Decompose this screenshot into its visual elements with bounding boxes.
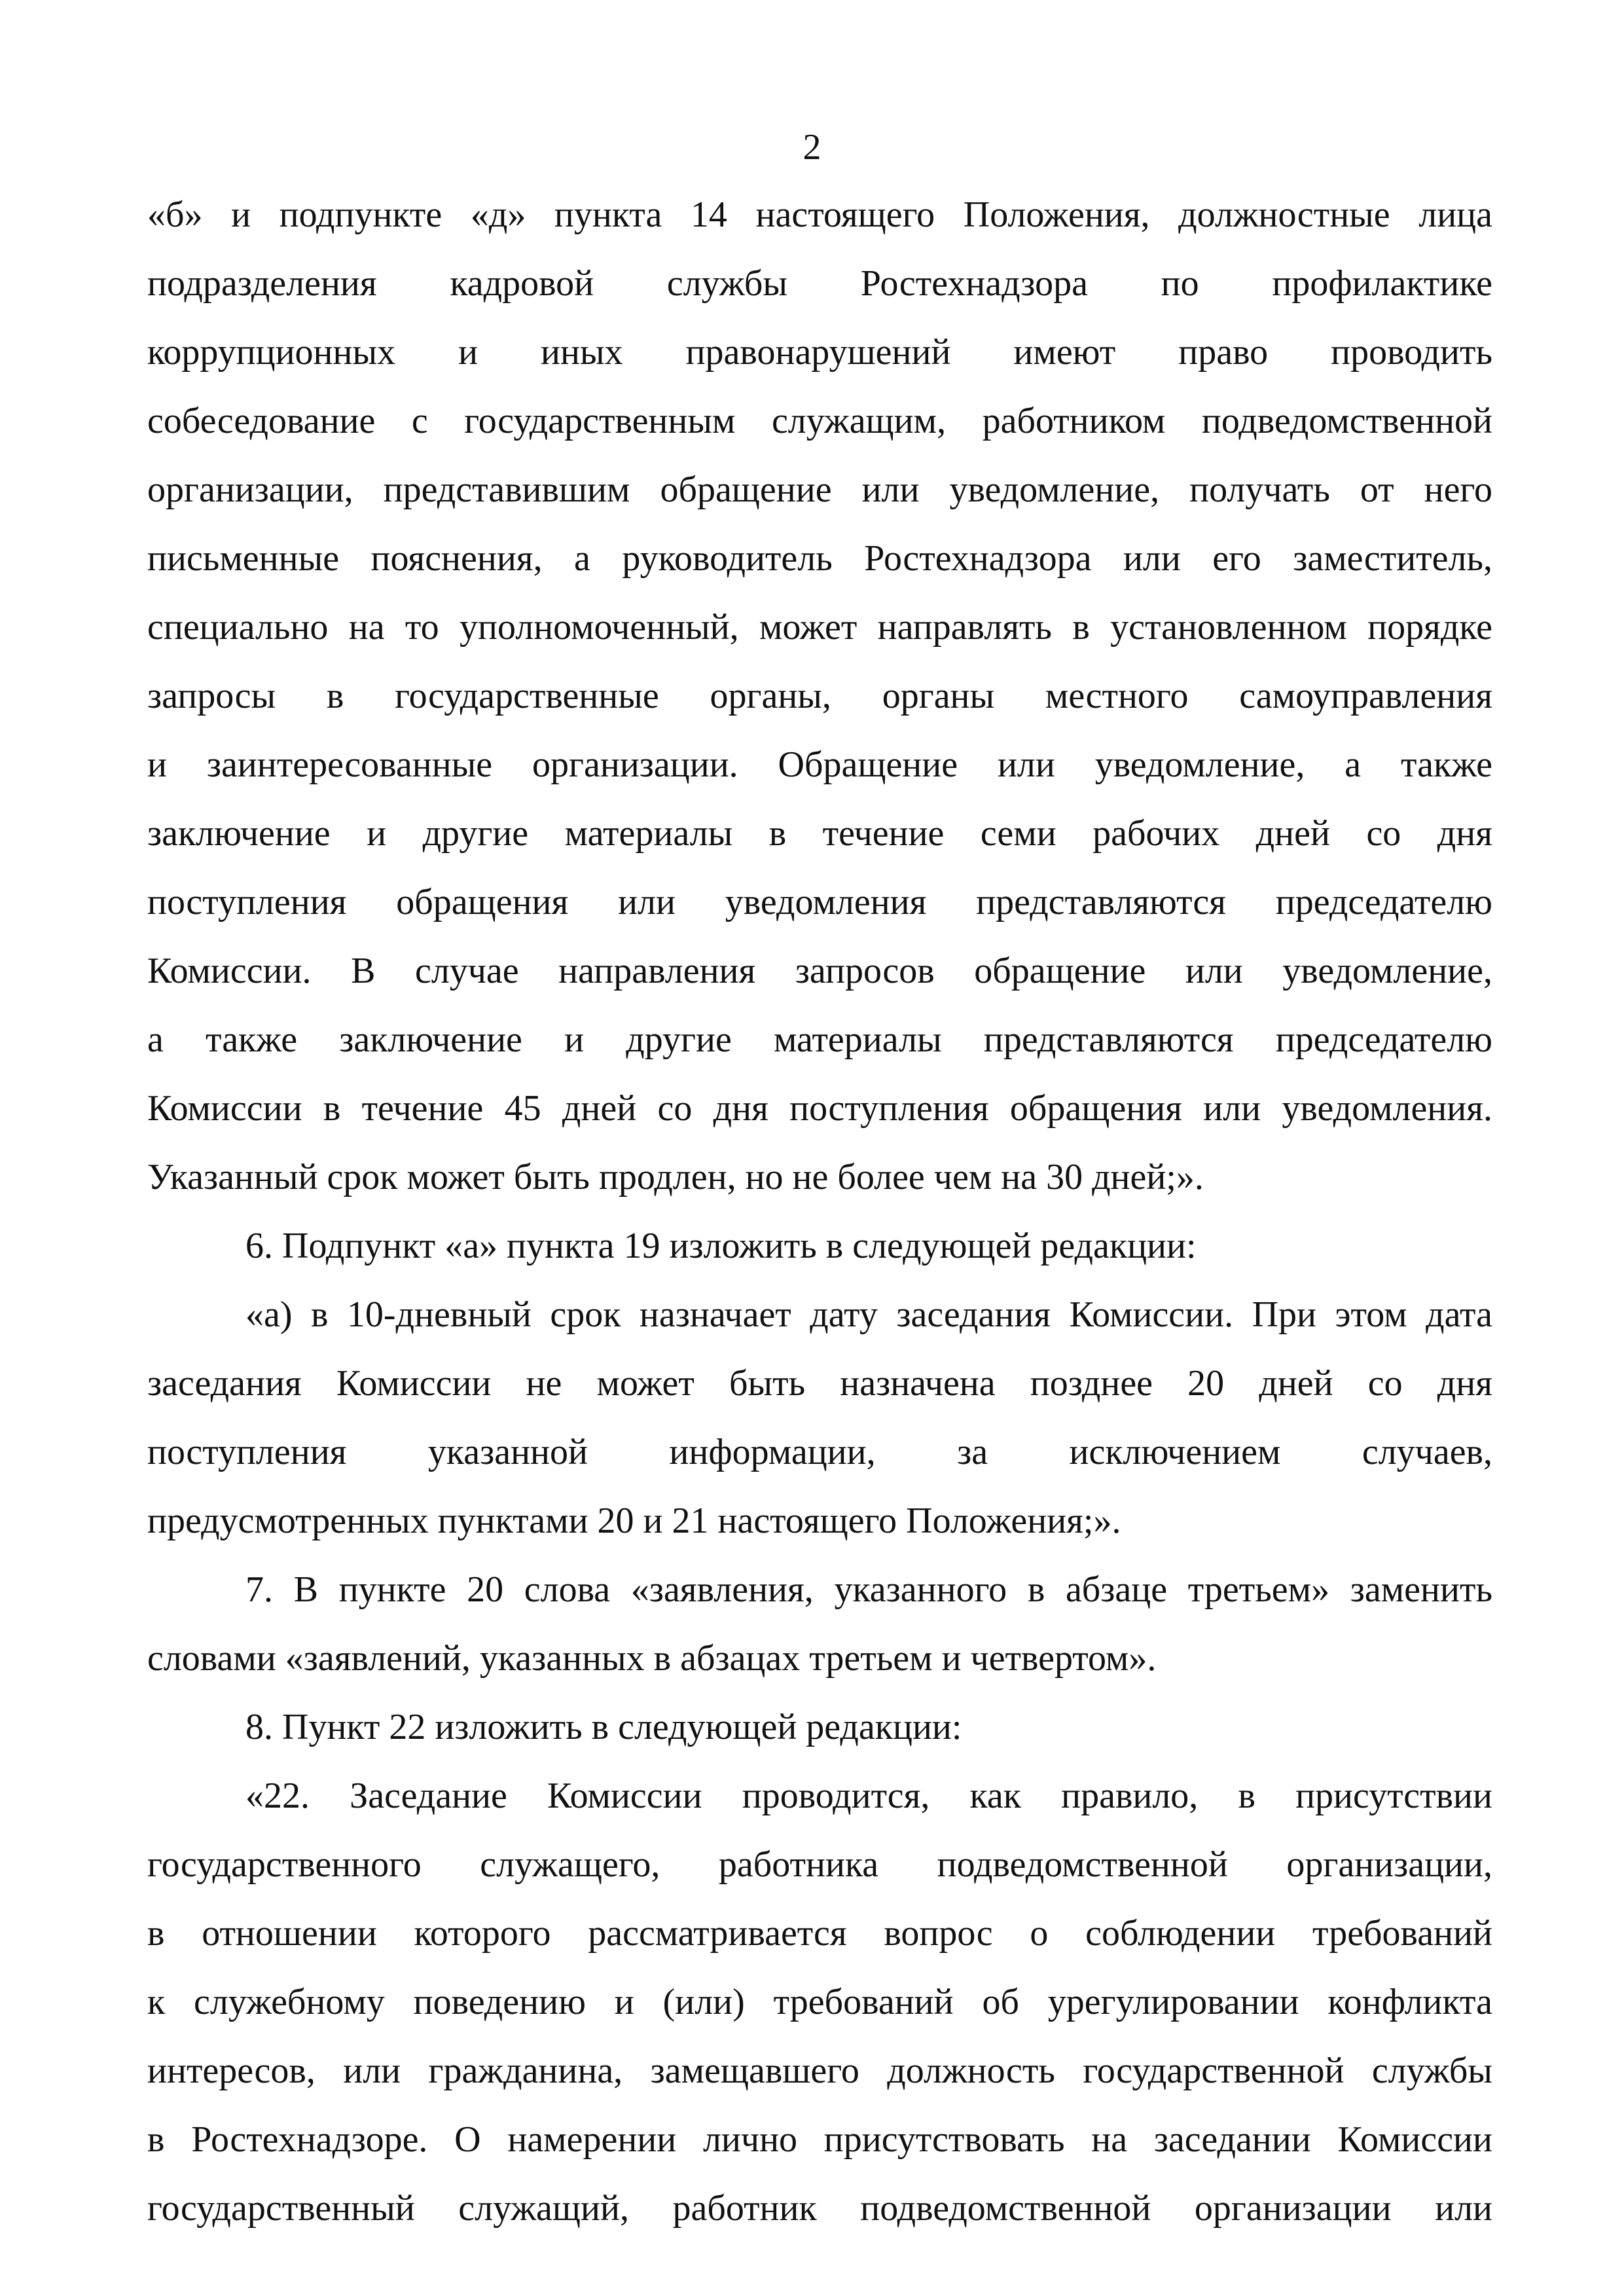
text-line: запросы в государственные органы, органы местного самоуправления (147, 676, 1492, 716)
text-line: поступления обращения или уведомления представляются председателю (147, 882, 1492, 922)
text-line: 7. В пункте 20 слова «заявления, указанного в абзаце третьем» заменить (245, 1569, 1492, 1610)
text-line: организации, представившим обращение или уведомление, получать от него (147, 469, 1492, 510)
text-line: заседания Комиссии не может быть назначена позднее 20 дней со дня (147, 1363, 1492, 1404)
text-line: поступления указанной информации, за исключением случаев, (147, 1432, 1492, 1472)
text-line: подразделения кадровой службы Ростехнадзора по профилактике (147, 263, 1492, 304)
text-line: словами «заявлений, указанных в абзацах третьем и четвертом». (147, 1638, 1157, 1679)
text-line: собеседование с государственным служащим, работником подведомственной (147, 401, 1492, 441)
text-line: «а) в 10-дневный срок назначает дату заседания Комиссии. При этом дата (245, 1294, 1492, 1335)
text-line: 6. Подпункт «а» пункта 19 изложить в следующей редакции: (245, 1226, 1197, 1266)
text-line: а также заключение и другие материалы представляются председателю (147, 1019, 1492, 1060)
text-line: государственного служащего, работника подведомственной организации, (147, 1844, 1492, 1885)
text-line: государственный служащий, работник подведомственной организации или (147, 2188, 1492, 2229)
text-line: «б» и подпункте «д» пункта 14 настоящего Положения, должностные лица (147, 194, 1492, 235)
text-line: Указанный срок может быть продлен, но не более чем на 30 дней;». (147, 1157, 1204, 1197)
text-line: «22. Заседание Комиссии проводится, как правило, в присутствии (245, 1776, 1492, 1816)
text-line: письменные пояснения, а руководитель Ростехнадзора или его заместитель, (147, 538, 1492, 579)
text-line: к служебному поведению и (или) требований об урегулировании конфликта (147, 1982, 1492, 2022)
text-line: заключение и другие материалы в течение семи рабочих дней со дня (147, 813, 1492, 854)
text-line: коррупционных и иных правонарушений имеют право проводить (147, 332, 1492, 373)
text-line: Комиссии. В случае направления запросов обращение или уведомление, (147, 951, 1492, 991)
text-line: в Ростехнадзоре. О намерении лично присутствовать на заседании Комиссии (147, 2119, 1492, 2160)
text-line: Комиссии в течение 45 дней со дня поступления обращения или уведомления. (147, 1088, 1492, 1129)
text-line: 8. Пункт 22 изложить в следующей редакции: (245, 1707, 962, 1747)
text-line: специально на то уполномоченный, может направлять в установленном порядке (147, 607, 1492, 647)
document-body (147, 181, 1492, 2243)
page-number: 2 (803, 127, 821, 168)
text-line: интересов, или гражданина, замещавшего должность государственной службы (147, 2050, 1492, 2091)
text-line: предусмотренных пунктами 20 и 21 настоящего Положения;». (147, 1501, 1121, 1541)
text-line: и заинтересованные организации. Обращение или уведомление, а также (147, 744, 1492, 785)
text-line: в отношении которого рассматривается вопрос о соблюдении требований (147, 1913, 1492, 1954)
